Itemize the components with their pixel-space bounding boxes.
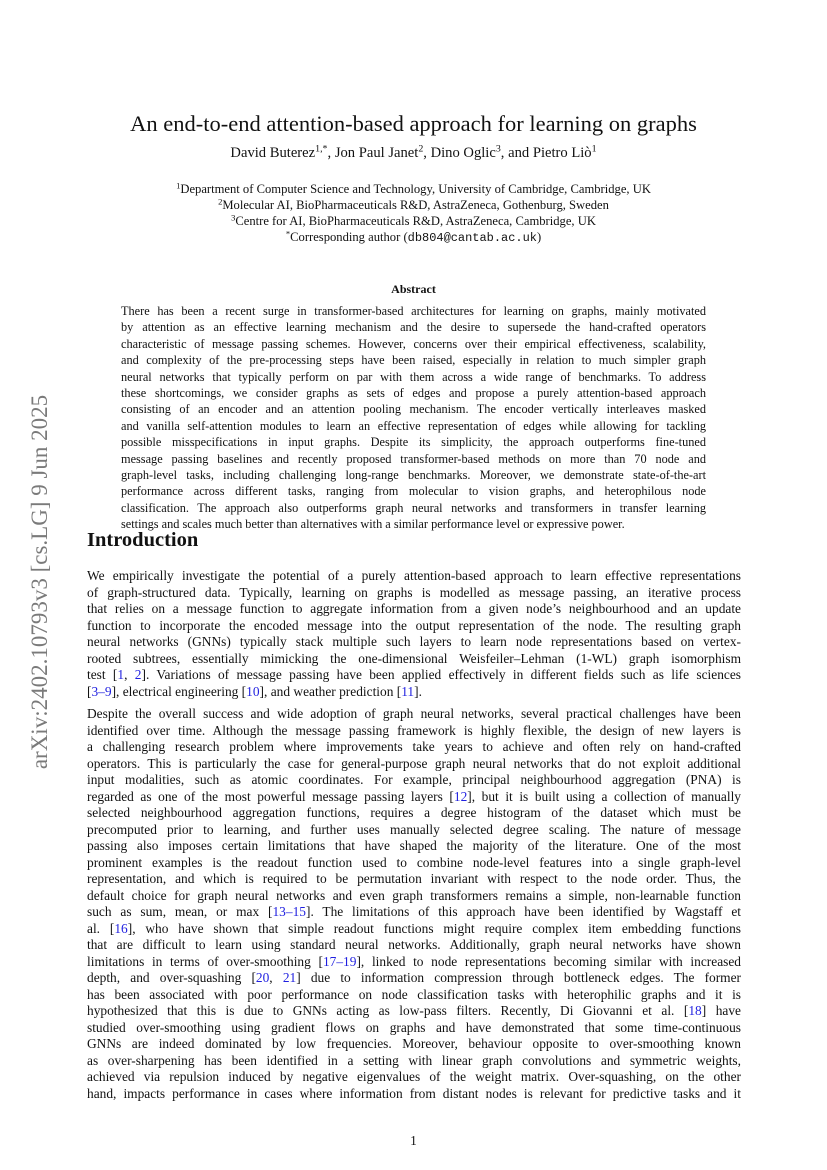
- text-line: graph-level tasks, including challenging long-range benchmarks. Moreover, we demonstrate state-of-the-art: [121, 468, 706, 483]
- corresponding-marker: *: [285, 228, 291, 239]
- author-separator: ,: [423, 145, 431, 161]
- paragraph: [87, 706, 741, 1102]
- citation-link[interactable]: 1: [117, 667, 125, 682]
- author-affiliation-marker: 2: [418, 143, 424, 155]
- text-line: as over-sharpening has been identified in a setting with linear graph convolutions and symmetric weights,: [87, 1052, 741, 1068]
- text-line: input modalities, such as atomic coordinates. For example, principal neighbourhood aggregation (PNA) is: [87, 772, 741, 787]
- text-line: There has been a recent surge in transformer-based architectures for learning on graphs, mainly motivated: [121, 304, 706, 318]
- text-line: function to incorporate the encoded message into the output representation of the node. The resulting graph: [87, 617, 741, 633]
- text-line: studied over-smoothing using gradient flows on graphs and have demonstrated that some time-continuous: [87, 1019, 741, 1035]
- text-line: default choice for graph neural networks and even graph transformers remains a simple, non-learnable function: [87, 887, 741, 903]
- citation-link[interactable]: 16: [114, 920, 128, 936]
- text-line: performance across different tasks, ranging from molecular to vision graphs, and heterophilous node: [121, 484, 706, 499]
- text-line: message passing baselines and recently proposed transformer-based methods on more than 70 node and: [121, 451, 706, 466]
- author-name: Dino Oglic: [430, 145, 496, 161]
- corresponding-author: [0, 229, 827, 246]
- paper-title: An end-to-end attention-based approach for learning on graphs: [130, 111, 697, 136]
- text-line: of graph-structured data. Typically, learning on graphs is modelled as message passing, an iterative process: [87, 584, 741, 600]
- author-separator: ,: [327, 145, 335, 161]
- introduction-body: [87, 568, 741, 1108]
- text-line: that are difficult to learn using standard neural networks. Additionally, graph neural networks have shown: [87, 937, 741, 952]
- text-line: and complexity of the pre-processing steps have been raised, especially in relation to much simpler graph: [121, 353, 706, 368]
- text-line: settings and scales much better than alternatives with a similar performance level or expressive power.: [121, 517, 625, 532]
- text-line: precomputed prior to learning, and further uses manually selected degree scaling. The nature of message: [87, 821, 741, 837]
- abstract-body: [121, 303, 706, 533]
- author-name: David Buterez: [230, 145, 316, 161]
- text-line: characteristic of message passing schemes. However, concerns over their empirical effectiveness, scalability,: [121, 336, 706, 351]
- text-line: these shortcomings, we consider graphs as sets of edges and propose a purely attention-based approach: [121, 386, 706, 401]
- text-line: prominent examples is the readout function used to combine node-level features into a single graph-level: [87, 854, 741, 870]
- text-line: [3–9], electrical engineering [10], and weather prediction [11].: [87, 683, 422, 699]
- citation-link[interactable]: 20: [255, 970, 270, 985]
- text-line: and vanilla self-attention modules to learn an effective representation of edges while allowing for tackling: [121, 418, 706, 433]
- citation-link[interactable]: 3–9: [91, 683, 112, 699]
- citation-link[interactable]: 18: [688, 1003, 702, 1018]
- text-line: that relies on a message function to aggregate information from a given node’s neighbourhood and an update: [87, 601, 741, 616]
- text-line: such as sum, mean, or max [13–15]. The limitations of this approach have been identified by Wagstaff et: [87, 904, 741, 919]
- page-number: 1: [410, 1133, 417, 1148]
- citation-link[interactable]: 13–15: [272, 904, 306, 919]
- text-line: limitations in terms of over-smoothing [17–19], linked to node representations becoming similar with increased: [87, 953, 741, 969]
- text-line: hand, impacts performance in cases where information from distant nodes is relevant for predictive tasks and it: [87, 1085, 741, 1101]
- author-affiliation-marker: 1: [591, 143, 597, 155]
- text-line: consisting of an encoder and an attention pooling mechanism. The encoder vertically interleaves masked: [121, 402, 706, 417]
- author-name: Pietro Liò: [532, 145, 592, 161]
- corresponding-email[interactable]: db804@cantab.ac.uk: [407, 231, 537, 245]
- text-line: GNNs are indeed dominated by low frequencies. Moreover, behaviour opposite to over-smoothing known: [87, 1036, 741, 1051]
- author-separator: , and: [500, 145, 533, 161]
- text-line: achieved via repulsion induced by negative eigenvalues of the weight matrix. Over-squashing, on the other: [87, 1069, 741, 1084]
- section-heading-introduction: Introduction: [87, 529, 199, 551]
- corresponding-close: ): [536, 230, 542, 244]
- text-line: neural networks (GNNs) typically stack multiple such layers to learn node representations based on vertex-: [87, 634, 741, 649]
- text-line: We empirically investigate the potential of a purely attention-based approach to learn effective representations: [87, 568, 741, 583]
- affiliation-marker: 3: [231, 212, 236, 223]
- text-line: selected neighbourhood aggregation functions, requires a degree histogram of the dataset which must be: [87, 805, 741, 820]
- text-line: hypothesized that this is due to GNNs acting as low-pass filters. Recently, Di Giovanni et al. [18] have: [87, 1003, 741, 1018]
- corresponding-text: Corresponding author (: [290, 230, 408, 244]
- citation-link[interactable]: 12: [453, 788, 468, 804]
- text-line: representation, and which is required to be permutation invariant with respect to the node order. Thus, the: [87, 871, 741, 886]
- text-line: passing also imposes certain limitations that have shaped the majority of the literature. One of the most: [87, 838, 741, 853]
- citation-link[interactable]: 10: [246, 683, 260, 699]
- arxiv-side-stamp: arXiv:2402.10793v3 [cs.LG] 9 Jun 2025: [27, 394, 52, 770]
- text-line: rooted subtrees, essentially mimicking the one-dimensional Weisfeiler–Lehman (1-WL) graph isomorphism: [87, 650, 741, 666]
- affiliations: [0, 181, 827, 246]
- text-line: classification. The approach also outperforms graph neural networks and transformers in transfer learning: [121, 500, 706, 515]
- text-line: regarded as one of the most powerful message passing layers [12], but it is built using a collection of manually: [87, 788, 741, 804]
- citation-link[interactable]: 21: [282, 970, 297, 985]
- affiliation-1: [0, 181, 827, 197]
- affiliation-marker: 1: [176, 180, 181, 191]
- author-affiliation-marker: 3: [495, 143, 501, 155]
- text-line: Despite the overall success and wide adoption of graph neural networks, several practical challenges have been: [87, 706, 741, 721]
- text-line: depth, and over-squashing [20, 21] due to information compression through bottleneck edges. The former: [87, 970, 741, 985]
- paragraph: [87, 568, 741, 700]
- text-line: test [1, 2]. Variations of message passing have been applied effectively in different fields such as life sciences: [87, 667, 741, 682]
- text-line: al. [16], who have shown that simple readout functions might require complex item embedding functions: [87, 920, 741, 936]
- text-line: a challenging research problem where improvements take years to achieve and often rely on hand-crafted: [87, 739, 741, 754]
- text-line: possible misspecifications in input graphs. Despite its simplicity, the approach outperforms fine-tuned: [121, 435, 706, 450]
- affiliation-3: [0, 213, 827, 229]
- affiliation-text: Department of Computer Science and Technology, University of Cambridge, Cambridge, UK: [180, 182, 651, 196]
- author-affiliation-marker: 1,*: [315, 143, 328, 155]
- affiliation-text: Molecular AI, BioPharmaceuticals R&D, AstraZeneca, Gothenburg, Sweden: [222, 198, 609, 212]
- citation-link[interactable]: 2: [134, 667, 142, 682]
- abstract-heading: Abstract: [391, 282, 436, 296]
- citation-link[interactable]: 17–19: [322, 953, 357, 969]
- affiliation-2: [0, 197, 827, 213]
- text-line: operators. This is particularly the case for general-purpose graph neural networks that do not exploit additional: [87, 755, 741, 771]
- affiliation-marker: 2: [218, 196, 223, 207]
- text-line: has been associated with poor performance on node classification tasks with heterophilic graphs and it is: [87, 986, 741, 1002]
- author-name: Jon Paul Janet: [334, 145, 419, 161]
- text-line: identified over time. Although the message passing framework is highly flexible, the design of new layers is: [87, 722, 741, 738]
- text-line: by attention as an effective learning mechanism and the desire to supersede the hand-crafted operators: [121, 320, 706, 335]
- text-line: neural networks that typically perform on par with them across a wide range of benchmarks. To address: [121, 369, 706, 384]
- citation-link[interactable]: 11: [401, 683, 415, 699]
- author-list: [0, 145, 827, 162]
- affiliation-text: Centre for AI, BioPharmaceuticals R&D, AstraZeneca, Cambridge, UK: [235, 214, 596, 228]
